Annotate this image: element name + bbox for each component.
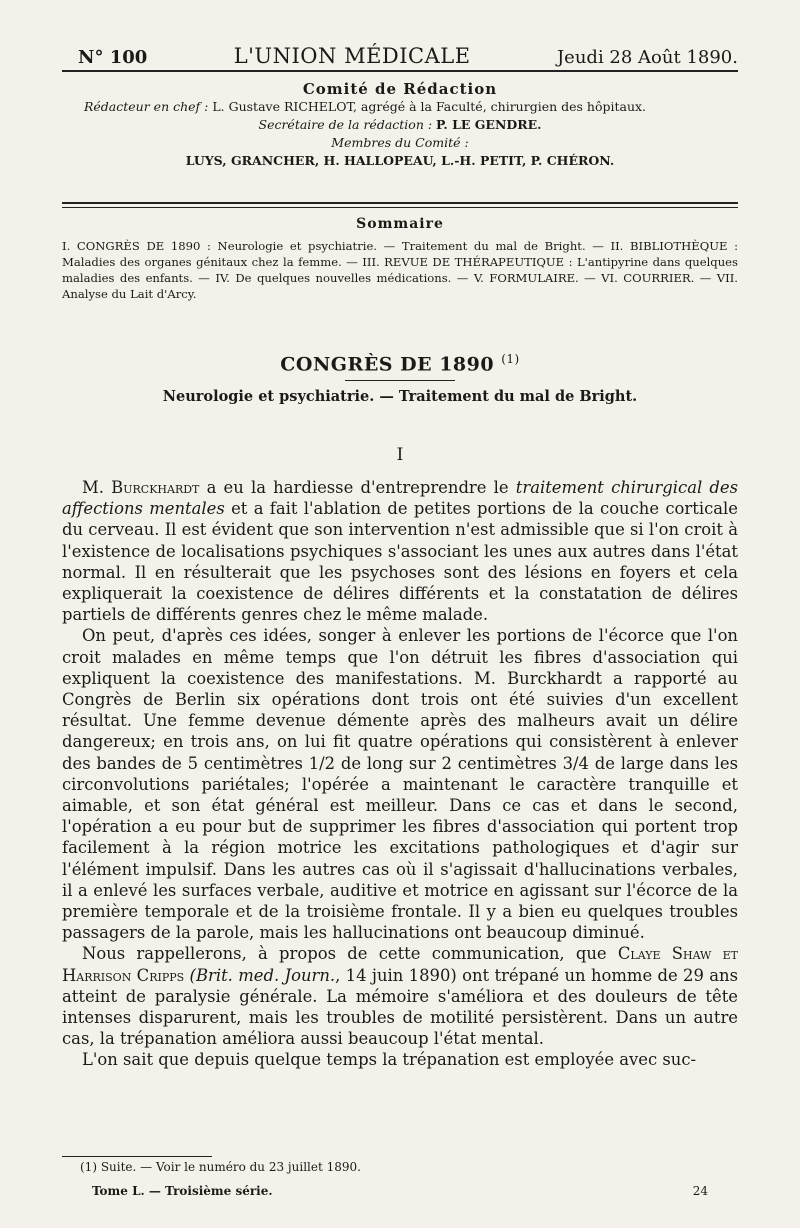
summary-title: Sommaire: [356, 216, 444, 232]
page-number: 24: [692, 1184, 708, 1198]
title-rule: [345, 380, 455, 381]
members-list: LUYS, GRANCHER, H. HALLOPEAU, L.-H. PETIT, P. CHÉRON.: [185, 153, 615, 168]
paragraph-3: Nous rappellerons, à propos de cette communication, que Claye Shaw et Harrison Cripps (Brit. med. Journ., 14 juin 1890) ont trépané un homme de 29 ans atteint de paralysie générale. La mémoire s'améliora et des douleurs de tête intenses disparurent, mais les troubles de motilité persistèrent. Dans un autre cas, la trépanation améliora aussi beaucoup l'état mental.: [62, 944, 738, 1049]
section-number: I: [396, 445, 404, 465]
paragraph-1: M. Burckhardt a eu la hardiesse d'entreprendre le traitement chirurgical des affections mentales et a fait l'ablation de petites portions de la couche corticale du cerveau. Il est évident que son intervention n'est admissible que si l'on croit à l'existence de localisations psychiques s'associant les unes aux autres dans l'état normal. Il en résulterait que les psychoses sont des lésions en foyers et cela expliquerait la coexistence de délires différents et la constatation de délires partiels de différents genres chez le même malade.: [62, 478, 738, 625]
emphasis: traitement chirurgical des affections mentales: [62, 478, 738, 519]
article-title-text: CONGRÈS DE 1890: [280, 353, 495, 376]
page-footer: [92, 1184, 708, 1198]
secretary-label: Secrétaire de la rédaction :: [258, 117, 433, 132]
secretary-name: P. LE GENDRE.: [436, 117, 542, 132]
members-label: Membres du Comité :: [331, 135, 469, 150]
volume-series: Tome L. — Troisième série.: [92, 1184, 273, 1198]
issue-date: Jeudi 28 Août 1890.: [556, 47, 738, 68]
chief-editor: L. Gustave RICHELOT, agrégé à la Faculté, chirurgien des hôpitaux.: [212, 99, 647, 114]
summary-text: I. CONGRÈS DE 1890 : Neurologie et psychiatrie. — Traitement du mal de Bright. — II. BIBLIOTHÈQUE : Maladies des organes génitaux chez la femme. — III. REVUE DE THÉRAPEUTIQUE : L'antipyrine dans quelques maladies des enfants. — IV. De quelques nouvelles médications. — V. FORMULAIRE. — VI. COURRIER. — VII. Analyse du Lait d'Arcy.: [62, 239, 738, 301]
chief-label: Rédacteur en chef :: [84, 99, 209, 114]
cited-authors: Claye Shaw et Harrison Cripps: [62, 944, 738, 985]
editorial-rule-2: [62, 207, 738, 208]
paragraph-2: On peut, d'après ces idées, songer à enlever les portions de l'écorce que l'on croit malades en même temps que l'on détruit les fibres d'association qui expliquent la coexistence des manifestations. M. Burckhardt a rapporté au Congrès de Berlin six opérations dont trois ont été suivies d'un excellent résultat. Une femme devenue démente après des malheurs avait un délire dangereux; en trois ans, on lui fit quatre opérations qui consistèrent à enlever des bandes de 5 centimètres 1/2 de long sur 2 centimètres 3/4 de large dans les circonvolutions pariétales; l'opérée a maintenant le caractère tranquille et aimable, et son état général est meilleur. Dans ce cas et dans le second, l'opération a eu pour but de supprimer les fibres d'association qui portent trop facilement à la région motrice les excitations pathologiques et d'agir sur l'élément impulsif. Dans les autres cas où il s'agissait d'hallucinations verbales, il a enlevé les surfaces verbale, auditive et motrice en agissant sur l'écorce de la première temporale et de la troisième frontale. Il y a bien eu quelques troubles passagers de la parole, mais les hallucinations ont beaucoup diminué.: [62, 626, 738, 943]
journal-title: L'UNION MÉDICALE: [233, 44, 471, 68]
footnote-rule: [62, 1156, 212, 1157]
article-title: [62, 352, 738, 375]
paragraph-4: L'on sait que depuis quelque temps la trépanation est employée avec suc-: [82, 1050, 697, 1070]
committee-title: Comité de Rédaction: [302, 80, 498, 98]
editorial-committee: [62, 80, 738, 170]
header-rule: [62, 70, 738, 72]
secretary-line: [62, 116, 738, 134]
chief-editor-line: [62, 98, 738, 116]
issue-number: N° 100: [78, 47, 148, 68]
article-body: [62, 477, 738, 1071]
author-name: M. Burckhardt: [82, 478, 200, 497]
article-title-note: (1): [501, 352, 520, 366]
editorial-rule-1: [62, 202, 738, 204]
article-subtitle: Neurologie et psychiatrie. — Traitement du mal de Bright.: [162, 388, 638, 405]
journal-reference: (Brit. med. Journ.: [189, 965, 336, 985]
footnote: (1) Suite. — Voir le numéro du 23 juillet 1890.: [80, 1160, 361, 1174]
page-header: [78, 34, 738, 68]
